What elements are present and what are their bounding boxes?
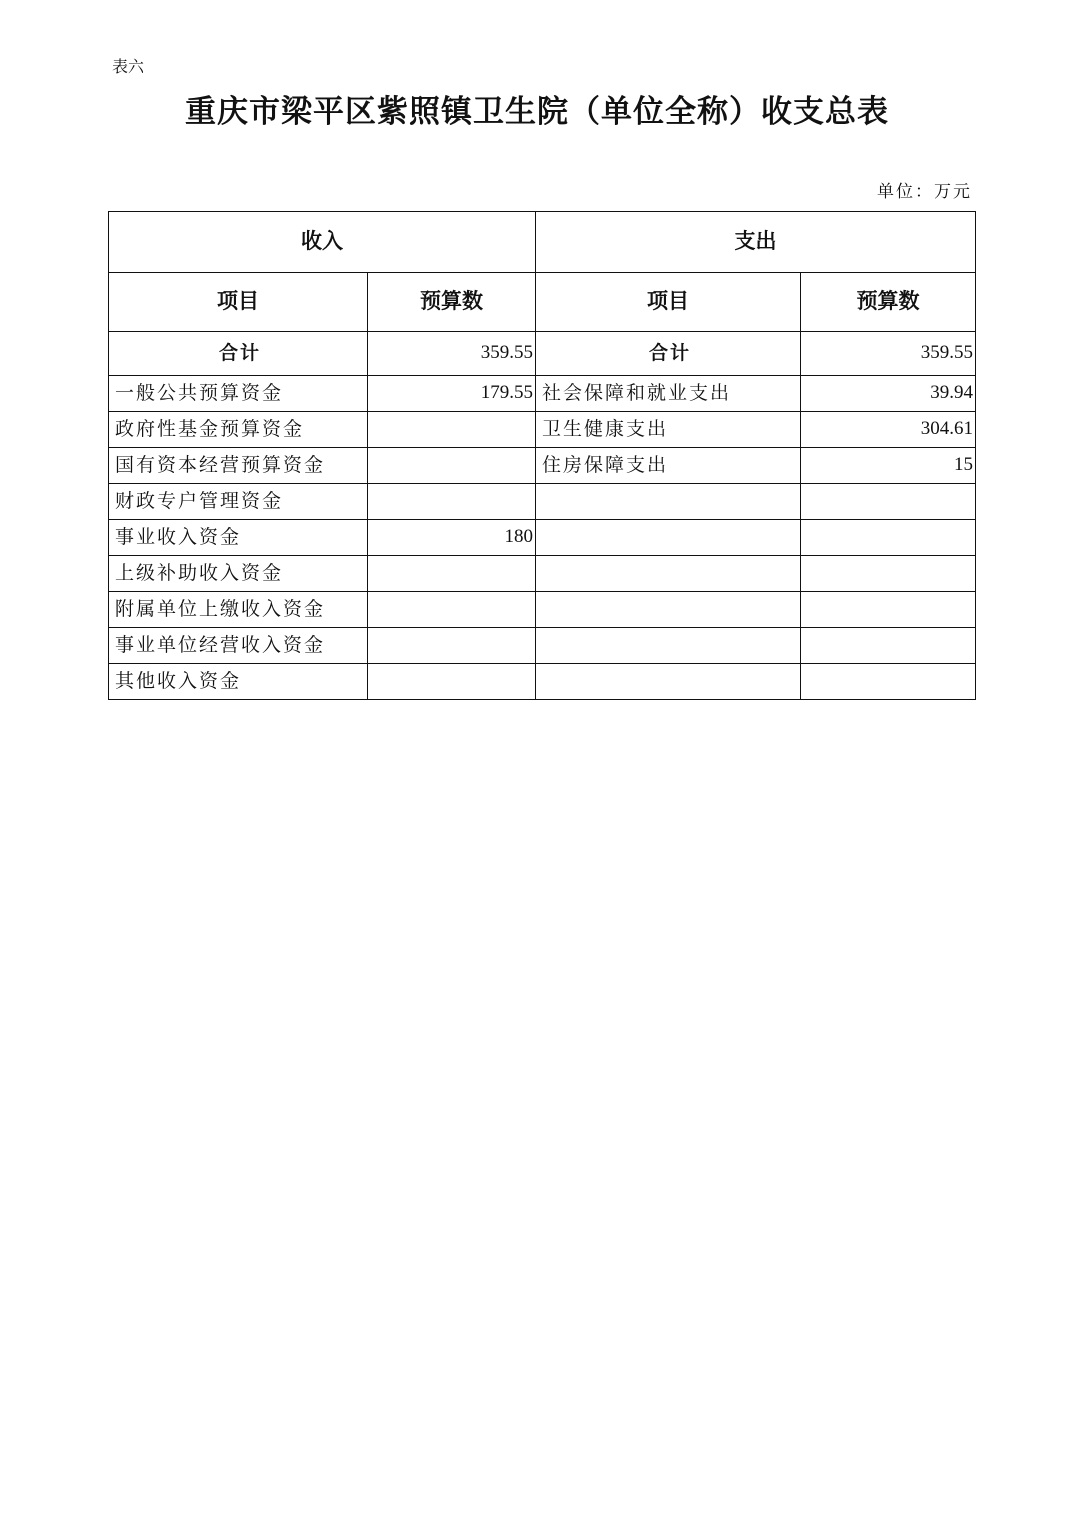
column-header-row (109, 273, 976, 332)
income-item-cell: 其他收入资金 (109, 664, 368, 700)
unit-note: 单位：万元 (877, 182, 972, 202)
expense-item-header: 项目 (536, 273, 801, 332)
expense-amount-cell: 15 (801, 448, 976, 484)
income-item-cell: 事业收入资金 (109, 520, 368, 556)
total-row (109, 332, 976, 376)
table-label: 表六 (112, 57, 145, 76)
expense-total-amount: 359.55 (801, 332, 976, 376)
expense-item-cell (536, 664, 801, 700)
income-item-header: 项目 (109, 273, 368, 332)
income-total-label: 合计 (109, 332, 368, 376)
expense-item-cell: 住房保障支出 (536, 448, 801, 484)
income-item-cell: 政府性基金预算资金 (109, 412, 368, 448)
table-row (109, 628, 976, 664)
income-expense-table (108, 211, 976, 700)
expense-item-cell (536, 556, 801, 592)
income-item-cell: 国有资本经营预算资金 (109, 448, 368, 484)
table-row (109, 664, 976, 700)
income-amount-cell (368, 484, 536, 520)
expense-item-cell (536, 628, 801, 664)
expense-amount-cell (801, 556, 976, 592)
income-amount-cell: 179.55 (368, 376, 536, 412)
expense-item-cell (536, 520, 801, 556)
income-amount-cell (368, 664, 536, 700)
income-budget-header: 预算数 (368, 273, 536, 332)
expense-item-cell (536, 592, 801, 628)
expense-amount-cell (801, 628, 976, 664)
expense-amount-cell (801, 592, 976, 628)
table-row (109, 592, 976, 628)
table-row (109, 484, 976, 520)
income-total-amount: 359.55 (368, 332, 536, 376)
income-item-cell: 一般公共预算资金 (109, 376, 368, 412)
income-item-cell: 附属单位上缴收入资金 (109, 592, 368, 628)
expense-item-cell (536, 484, 801, 520)
expense-amount-cell (801, 520, 976, 556)
income-item-cell: 财政专户管理资金 (109, 484, 368, 520)
income-amount-cell (368, 556, 536, 592)
expense-total-label: 合计 (536, 332, 801, 376)
page-title: 重庆市梁平区紫照镇卫生院（单位全称）收支总表 (185, 94, 889, 130)
income-amount-cell (368, 448, 536, 484)
table-row (109, 448, 976, 484)
income-amount-cell (368, 592, 536, 628)
table-row (109, 556, 976, 592)
table-row (109, 376, 976, 412)
expense-amount-cell: 39.94 (801, 376, 976, 412)
expense-amount-cell: 304.61 (801, 412, 976, 448)
table-row (109, 412, 976, 448)
table-row (109, 520, 976, 556)
expense-amount-cell (801, 664, 976, 700)
income-item-cell: 事业单位经营收入资金 (109, 628, 368, 664)
income-item-cell: 上级补助收入资金 (109, 556, 368, 592)
expense-amount-cell (801, 484, 976, 520)
income-amount-cell (368, 628, 536, 664)
expense-item-cell: 社会保障和就业支出 (536, 376, 801, 412)
expense-budget-header: 预算数 (801, 273, 976, 332)
section-header-row (109, 212, 976, 273)
income-section-header: 收入 (109, 212, 536, 273)
income-amount-cell: 180 (368, 520, 536, 556)
income-amount-cell (368, 412, 536, 448)
expense-item-cell: 卫生健康支出 (536, 412, 801, 448)
expense-section-header: 支出 (536, 212, 976, 273)
